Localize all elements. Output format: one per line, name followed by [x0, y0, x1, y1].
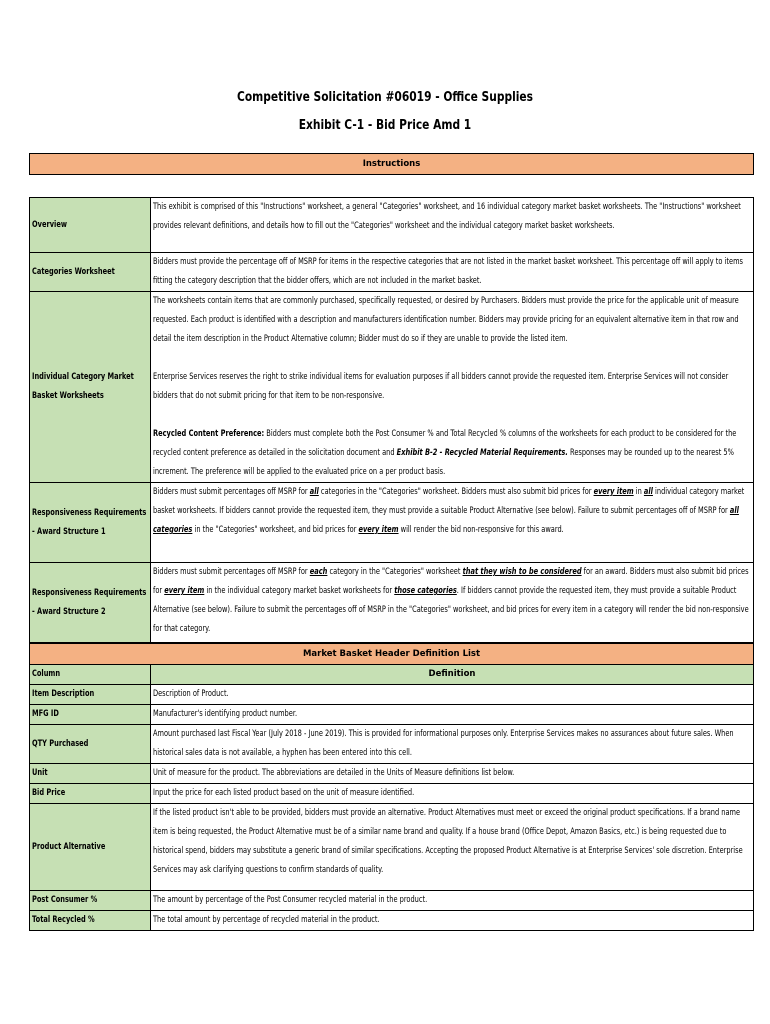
exhibit-b2-reference: Exhibit B-2 - Recycled Material Requirements. [396, 448, 568, 458]
row-def-total-recycled: The total amount by percentage of recycled material in the product. [151, 911, 754, 931]
definition-header: Definition [151, 665, 754, 685]
recycled-text-c: Responses may be rounded up to the nearest 5% increment. The preference will be applied to the evaluated price on a per product basis. [153, 448, 734, 477]
award-structure-1-text: Bidders must submit percentages off MSRP for all categories in the "Categories" worksheet. Bidders must also submit bid prices for every item in all individual category market basket worksheets. If bidders cannot provide the requested item, they must provide a suitable Product Alternative (see below). Failure to submit percentages off of MSRP for all categories in the "Categories" worksheet, and bid prices for every item will render the bid non-responsive for this award. [151, 483, 754, 563]
row-label-post-consumer: Post Consumer % [30, 891, 151, 911]
instructions-header-text: Instructions [362, 158, 421, 169]
individual-paragraph-1: The worksheets contain items that are commonly purchased, specifically requested, or desired by Purchasers. Bidders must provide the price for the applicable unit of measure requested. Each product is identified with a description and manufacturers identification number. Bidders may provide pricing for an equivalent alternative item in that row and detail the item description in the Product Alternative column; Bidder must do so if they are unable to provide the listed item. [153, 296, 739, 344]
instructions-header [30, 154, 754, 175]
award-structure-2-label: Responsiveness Requirements - Award Structure 2 [30, 563, 151, 643]
page-title: Competitive Solicitation #06019 - Office Supplies [237, 90, 533, 105]
market-basket-header: Market Basket Header Definition List [30, 644, 754, 665]
individual-worksheets-text [151, 292, 754, 483]
overview-text: This exhibit is comprised of this "Instructions" worksheet, a general "Categories" worksheet, and 16 individual category market basket worksheets. The "Instructions" worksheet provides relevant definitions, and details how to fill out the "Categories" worksheet and the individual category market basket worksheets. [151, 198, 754, 253]
row-def-mfg-id: Manufacturer's identifying product number. [151, 705, 754, 725]
categories-worksheet-label: Categories Worksheet [30, 253, 151, 292]
column-header: Column [30, 665, 151, 685]
row-label-mfg-id: MFG ID [30, 705, 151, 725]
instructions-table [29, 153, 754, 643]
row-label-unit: Unit [30, 764, 151, 784]
row-label-total-recycled: Total Recycled % [30, 911, 151, 931]
row-def-qty-purchased: Amount purchased last Fiscal Year (July 2018 - June 2019). This is provided for informational purposes only. Enterprise Services makes no assurances about future sales. When historical sales data is not available, a hyphen has been entered into this cell. [151, 725, 754, 764]
categories-worksheet-text: Bidders must provide the percentage off of MSRP for items in the respective categories that are not listed in the market basket worksheet. This percentage off will apply to items fitting the category description that the bidder offers, which are not included in the market basket. [151, 253, 754, 292]
row-def-product-alternative: If the listed product isn't able to be provided, bidders must provide an alternative. Product Alternatives must meet or exceed the original product specifications. If a brand name item is being requested, the Product Alternative must be of a similar name brand and quality. If a house brand (Office Depot, Amazon Basics, etc.) is being requested due to historical spend, bidders may substitute a generic brand of similar specifications. Accepting the proposed Product Alternative is at Enterprise Services' sole discretion. Enterprise Services may ask clarifying questions to confirm standards of quality. [151, 804, 754, 891]
award-structure-1-label: Responsiveness Requirements - Award Structure 1 [30, 483, 151, 563]
recycled-preference-lead: Recycled Content Preference: [153, 429, 265, 439]
row-def-post-consumer: The amount by percentage of the Post Consumer recycled material in the product. [151, 891, 754, 911]
row-def-item-description: Description of Product. [151, 685, 754, 705]
row-label-qty-purchased: QTY Purchased [30, 725, 151, 764]
row-label-product-alternative: Product Alternative [30, 804, 151, 891]
row-label-bid-price: Bid Price [30, 784, 151, 804]
recycled-text-a: Bidders must complete both the Post Consumer % and Total Recycled % columns of the worksheets for each product to be considered for the recycled content preference as detailed in the solicitation document and [153, 429, 737, 458]
market-basket-table [29, 643, 754, 931]
row-def-bid-price: Input the price for each listed product based on the unit of measure identified. [151, 784, 754, 804]
page-titles [0, 84, 770, 140]
individual-worksheets-label: Individual Category Market Basket Worksheets [30, 292, 151, 483]
row-def-unit: Unit of measure for the product. The abbreviations are detailed in the Units of Measure definitions list below. [151, 764, 754, 784]
row-label-item-description: Item Description [30, 685, 151, 705]
page-subtitle: Exhibit C-1 - Bid Price Amd 1 [298, 118, 472, 133]
individual-paragraph-2: Enterprise Services reserves the right to strike individual items for evaluation purposes if all bidders cannot provide the requested item. Enterprise Services will not consider bidders that do not submit pricing for that item to be non-responsive. [153, 372, 729, 401]
award-structure-2-text: Bidders must submit percentages off MSRP for each category in the "Categories" worksheet that they wish to be considered for an award. Bidders must also submit bid prices for every item in the individual category market basket worksheets for those categories. If bidders cannot provide the requested item, they must provide a suitable Product Alternative (see below). Failure to submit the percentages off of MSRP in the "Categories" worksheet, and bid prices for every item in a category will render the bid non-responsive for that category. [151, 563, 754, 643]
overview-label: Overview [30, 198, 151, 253]
